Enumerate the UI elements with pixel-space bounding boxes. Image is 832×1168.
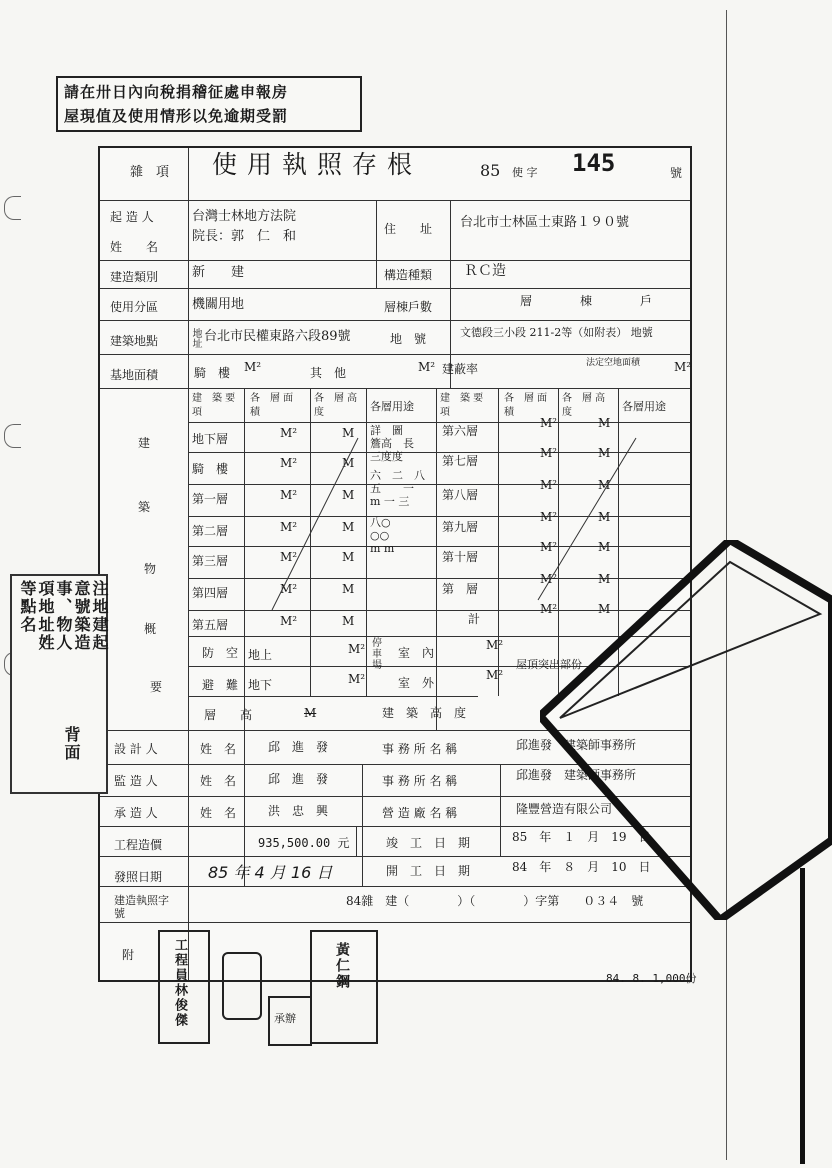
unit-m: M (598, 510, 611, 524)
unit-m2: M² (540, 572, 558, 586)
unit-m2: M² (348, 642, 366, 656)
unit-m2: M² (486, 638, 504, 652)
unit-m2: M² (280, 614, 298, 628)
note-line: ○○ (370, 529, 390, 542)
row-floor-5: 第五層 (192, 618, 229, 632)
side-note-back: 背面 (62, 726, 81, 762)
unit-m2: M² (280, 426, 298, 440)
row-total: 計 (468, 612, 481, 626)
address-value: 台北市士林區士東路１９０號 (460, 215, 630, 230)
side-note-col2: 意號築造 (72, 580, 91, 652)
side-label-2: 築 (138, 500, 151, 514)
row-basement: 地下層 (192, 432, 229, 446)
unit-m2: M² (280, 488, 298, 502)
unit-m: M (598, 540, 611, 554)
officer-seal (310, 930, 378, 1044)
side-note-col4: 項地址姓 (36, 580, 55, 652)
unit-m2: M² (280, 582, 298, 596)
row-arcade: 騎 樓 (192, 462, 229, 476)
cost-value: 935,500.00 元 (258, 836, 350, 850)
engineer-seal (158, 930, 210, 1044)
note-line: 詳 圖 (370, 424, 403, 437)
issue-date: 85 年 4 月 16 日 (208, 863, 333, 882)
notice-line-2: 屋現值及使用情形以免逾期受罰 (64, 107, 289, 125)
applicant-org: 台灣士林地方法院 (192, 209, 297, 224)
side-note-col5: 等點名 (18, 580, 37, 634)
designer-office-label: 事 務 所 名 稱 (382, 742, 458, 756)
unit-m2: M² (280, 550, 298, 564)
structure-value: ＲＣ造 (464, 263, 506, 279)
header-label: 雜 項 (130, 165, 170, 180)
applicant-name-label: 姓 名 (110, 240, 159, 254)
location-address: 台北市民權東路六段89號 (204, 329, 351, 344)
col-head-height-2: 各 層 高 度 (562, 393, 616, 418)
col-head-area-2: 各 層 面 積 (504, 393, 558, 418)
issue-label: 發照日期 (114, 870, 163, 884)
row-floor-7: 第七層 (442, 454, 479, 468)
build-type-value: 新 建 (192, 265, 245, 280)
start-date: 84 年 ８ 月 10 日 (512, 860, 651, 874)
build-permit-value: 84雜 建（ ）（ ）字第 ０３４ 號 (346, 894, 644, 908)
completion-date: 85 年 １ 月 19 日 (512, 830, 651, 844)
structure-label: 構造種類 (384, 268, 433, 282)
air-defense-label: 防 空 (202, 646, 239, 660)
diagonal-stamp (540, 540, 832, 920)
arcade-label: 騎 樓 (194, 366, 231, 380)
designer-name: 邱 進 發 (268, 740, 329, 754)
floor-height-label: 層 高 (204, 708, 253, 722)
binder-hole-2 (4, 424, 21, 448)
officer-seal-text: 黃仁鋼 (334, 942, 350, 990)
col-head-use-2: 各層用途 (622, 400, 666, 413)
unit-m: M (598, 446, 611, 460)
row-floor-4: 第四層 (192, 586, 229, 600)
row-floor-9: 第九層 (442, 520, 479, 534)
lot-label: 地 號 (390, 332, 427, 346)
binder-hole-1 (4, 196, 21, 220)
other-label: 其 他 (310, 366, 347, 380)
below-ground-label: 地下 (248, 678, 273, 692)
print-note: 84. 8. 1,000份 (606, 972, 697, 985)
applicant-head: 院長：郭 仁 和 (192, 229, 297, 244)
row-floor-n: 第 層 (442, 582, 479, 596)
supervisor-name-label: 姓 名 (200, 774, 237, 788)
unit-m2: M² (540, 478, 558, 492)
designer-name-label: 姓 名 (200, 742, 237, 756)
unit-m: M (342, 550, 355, 564)
note-line: m m (370, 542, 395, 555)
side-label-4: 概 (144, 622, 157, 636)
side-note-col1: 注地建起 (90, 580, 109, 652)
side-label-3: 物 (144, 562, 157, 576)
col-head-height: 各 層 高 度 (314, 393, 368, 418)
contractor-name: 洪 忠 興 (268, 804, 329, 818)
note-line: 八○ (370, 516, 391, 529)
parking-label: 停車場 (372, 638, 382, 671)
floors-label: 層棟戶數 (384, 300, 433, 314)
supervisor-name: 邱 進 發 (268, 772, 329, 786)
unit-m: M (342, 614, 355, 628)
build-type-label: 建造類別 (110, 270, 159, 284)
unit-m2: M² (486, 668, 504, 682)
parking-outdoor-label: 室 外 (398, 676, 435, 690)
tax-notice-stamp (56, 76, 362, 132)
row-floor-6: 第六層 (442, 424, 479, 438)
col-head-item: 建 築 要 項 (192, 393, 246, 418)
arcade-unit: M² (244, 360, 262, 374)
col-head-item-2: 建 築 要 項 (440, 393, 494, 418)
parking-indoor-label: 室 內 (398, 646, 435, 660)
unit-m: M (342, 520, 355, 534)
use-zone-label: 使用分區 (110, 300, 159, 314)
unit-m: M (342, 488, 355, 502)
use-zone-value: 機關用地 (192, 297, 245, 312)
unit-m: M (342, 456, 355, 470)
unit-m: M (598, 478, 611, 492)
address-label: 住 址 (384, 222, 433, 236)
designer-office: 邱進發 建築師事務所 (516, 738, 637, 752)
designer-role: 設 計 人 (114, 742, 158, 756)
notice-line-1: 請在卅日內向稅捐稽征處申報房 (64, 83, 289, 101)
row-floor-3: 第三層 (192, 554, 229, 568)
start-label: 開 工 日 期 (386, 864, 471, 878)
engineer-seal-text: 工程員林俊傑 (172, 938, 187, 1028)
location-label: 建築地點 (110, 334, 159, 348)
permit-prefix: 使 字 (512, 166, 538, 179)
above-ground-label: 地上 (248, 648, 273, 662)
unit-m2: M² (540, 446, 558, 460)
page-title: 使用執照存根 (212, 150, 423, 179)
row-floor-8: 第八層 (442, 488, 479, 502)
site-area-label: 基地面積 (110, 368, 159, 382)
unit-m: M (342, 426, 355, 440)
supervisor-role: 監 造 人 (114, 774, 158, 788)
applicant-label: 起 造 人 (110, 210, 154, 224)
floor-height-value: M (304, 706, 317, 720)
unit-m2: M² (540, 540, 558, 554)
floors-value: 層 棟 戶 (520, 294, 653, 308)
unit-m2: M² (280, 456, 298, 470)
building-height-label: 建 築 高 度 (382, 706, 467, 720)
row-floor-1: 第一層 (192, 492, 229, 506)
coverage-label: 建蔽率 (442, 362, 479, 376)
supervisor-office: 邱進發 建築師事務所 (516, 768, 637, 782)
side-label-1: 建 (138, 436, 151, 450)
misc-seal-text: 承辦 (274, 1012, 296, 1025)
other-unit: M² (418, 360, 436, 374)
unit-m: M (598, 572, 611, 586)
contractor-role: 承 造 人 (114, 806, 158, 820)
unit-m2: M² (540, 602, 558, 616)
shelter-label: 避 難 (202, 678, 239, 692)
col-head-area: 各 層 面 積 (250, 393, 304, 418)
lot-value: 文德段三小段 211-2等（如附表） 地號 (460, 326, 653, 339)
legal-space-unit: M² (674, 360, 692, 374)
misc-seal (268, 996, 312, 1046)
permit-number: 145 (572, 149, 616, 177)
attach-label: 附 (122, 948, 135, 962)
unit-m2: M² (540, 416, 558, 430)
side-note-col3: 事、物人 (54, 580, 73, 652)
note-line: 五 一 (370, 482, 414, 495)
row-floor-2: 第二層 (192, 524, 229, 538)
unit-m2: M² (540, 510, 558, 524)
contractor-company: 隆豐營造有限公司 (516, 802, 613, 816)
unit-m: M (598, 602, 611, 616)
location-addr-tag: 地址 (190, 328, 201, 348)
note-line: 六 二 八 (370, 469, 425, 482)
round-seal (222, 952, 262, 1020)
completion-label: 竣 工 日 期 (386, 836, 471, 850)
supervisor-office-label: 事 務 所 名 稱 (382, 774, 458, 788)
contractor-company-label: 營 造 廠 名 稱 (382, 806, 458, 820)
col-head-use: 各層用途 (370, 400, 414, 413)
side-label-5: 要 (150, 680, 163, 694)
note-line: 簷高 長 (370, 437, 414, 450)
unit-m: M (342, 582, 355, 596)
roof-protrusion-label: 屋頂突出部份 (516, 658, 582, 671)
unit-m2: M² (280, 520, 298, 534)
note-line: m 一 三 (370, 495, 410, 508)
note-line: 三度度 (370, 450, 403, 463)
side-note (10, 574, 108, 794)
build-permit-label: 建造執照字 號 (114, 894, 180, 920)
legal-space-label: 法定空地面積 (586, 358, 641, 368)
permit-suffix: 號 (670, 166, 683, 180)
cost-label: 工程造價 (114, 838, 163, 852)
row-floor-10: 第十層 (442, 550, 479, 564)
permit-year: 85 (480, 161, 501, 180)
unit-m2: M² (348, 672, 366, 686)
contractor-name-label: 姓 名 (200, 806, 237, 820)
unit-m: M (598, 416, 611, 430)
